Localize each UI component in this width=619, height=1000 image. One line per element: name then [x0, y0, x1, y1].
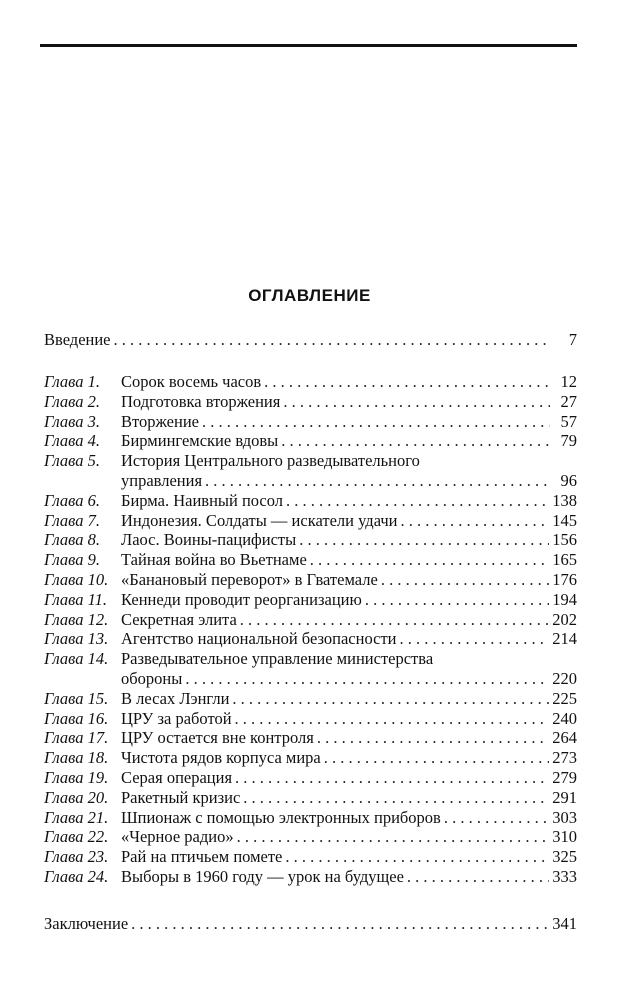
chapter-number: 12.	[87, 609, 109, 629]
leader-dots	[400, 511, 549, 531]
toc-entry-chapter[interactable]	[44, 570, 577, 590]
toc-entry-text: История Центрального разведывательного	[121, 451, 420, 471]
toc-entry-page: 202	[552, 609, 577, 629]
leader-dots	[286, 491, 549, 511]
toc-entry-text: Подготовка вторжения	[121, 391, 281, 411]
toc-entry-text: Лаос. Воины-пацифисты	[121, 530, 297, 550]
chapter-number: 21.	[87, 807, 109, 827]
toc-entry-chapter[interactable]	[44, 788, 577, 808]
chapter-label-word: Глава	[44, 550, 84, 570]
leader-dots	[324, 748, 550, 768]
chapter-label-word: Глава	[44, 372, 84, 391]
chapter-label-word: Глава	[44, 787, 84, 807]
leader-dots	[407, 867, 549, 887]
leader-dots	[185, 669, 549, 689]
toc-entry-chapter[interactable]	[44, 372, 577, 392]
leader-dots	[365, 590, 549, 610]
chapter-label-word: Глава	[44, 728, 84, 748]
toc-entry-page: 12	[560, 372, 577, 391]
chapter-label-word: Глава	[44, 688, 84, 708]
leader-dots	[114, 330, 550, 350]
chapter-number: 1.	[87, 372, 100, 391]
chapter-label-word: Глава	[44, 827, 84, 847]
toc-conclusion	[44, 914, 577, 934]
toc-entry-page: 279	[552, 767, 577, 787]
toc-entry-text-continued: управления	[121, 470, 203, 490]
chapter-label	[44, 728, 121, 748]
leader-dots	[235, 768, 549, 788]
chapter-label-word: Глава	[44, 609, 84, 629]
chapter-label	[44, 530, 121, 550]
chapter-number: 24.	[87, 866, 109, 886]
toc-entry-text: Ракетный кризис	[121, 787, 241, 807]
chapter-label	[44, 590, 121, 610]
chapter-label	[44, 748, 121, 768]
chapter-label-word: Глава	[44, 490, 84, 510]
leader-dots	[240, 610, 549, 630]
toc-entry-chapter[interactable]	[44, 827, 577, 847]
toc-entry-text: Чистота рядов корпуса мира	[121, 748, 321, 768]
chapter-label-word: Глава	[44, 589, 84, 609]
chapter-number: 3.	[87, 411, 100, 431]
toc-entry-page: 27	[560, 391, 577, 411]
chapter-number: 5.	[87, 451, 100, 471]
chapter-number: 14.	[87, 649, 109, 669]
toc-entry-text: Разведывательное управление министерства	[121, 649, 434, 669]
toc-entry-text-continued: обороны	[121, 668, 183, 688]
chapter-label	[44, 808, 121, 828]
toc-entry-chapter[interactable]	[44, 451, 577, 491]
chapter-label	[44, 867, 121, 887]
toc-entry-page: 240	[552, 708, 577, 728]
toc-entry-page: 57	[560, 411, 577, 431]
leader-dots	[232, 689, 549, 709]
leader-dots	[243, 788, 549, 808]
chapter-label	[44, 610, 121, 630]
chapter-label-word: Глава	[44, 629, 84, 649]
toc-entry-text: Вторжение	[121, 411, 199, 431]
chapter-label-word: Глава	[44, 411, 84, 431]
toc-entry-chapter[interactable]	[44, 590, 577, 610]
chapter-label	[44, 372, 121, 392]
toc-entry-page: 264	[552, 728, 577, 748]
chapter-label	[44, 511, 121, 531]
leader-dots	[202, 412, 550, 432]
toc-entry-page: 7	[568, 330, 577, 349]
chapter-label	[44, 788, 121, 808]
leader-dots	[310, 550, 549, 570]
chapter-label-word: Глава	[44, 807, 84, 827]
toc-entry-chapter[interactable]	[44, 530, 577, 550]
toc-entry-text: Бирма. Наивный посол	[121, 490, 284, 510]
page-title: ОГЛАВЛЕНИЕ	[248, 286, 371, 305]
chapter-number: 4.	[87, 431, 100, 451]
chapter-number: 19.	[87, 767, 109, 787]
leader-dots	[399, 629, 549, 649]
chapter-label-word: Глава	[44, 431, 84, 451]
leader-dots	[299, 530, 549, 550]
toc-entry-page: 96	[560, 470, 577, 490]
toc-entry-chapter[interactable]	[44, 748, 577, 768]
leader-dots	[317, 728, 549, 748]
toc-entry-chapter[interactable]	[44, 392, 577, 412]
chapter-label	[44, 689, 121, 709]
toc-entry-chapter[interactable]	[44, 768, 577, 788]
toc-entry-text: Заключение	[44, 914, 129, 933]
chapter-label	[44, 392, 121, 412]
chapter-label	[44, 412, 121, 432]
chapter-label	[44, 827, 121, 847]
toc-entry-chapter[interactable]	[44, 610, 577, 630]
toc-entry-text: Рай на птичьем помете	[121, 847, 283, 867]
toc-entry-page: 303	[552, 807, 577, 827]
toc-entry-chapter[interactable]	[44, 431, 577, 451]
chapter-label	[44, 451, 121, 471]
toc-entry-text: ЦРУ за работой	[121, 708, 232, 728]
toc-entry-page: 156	[552, 530, 577, 550]
leader-dots	[237, 827, 550, 847]
toc-entry-chapter[interactable]	[44, 867, 577, 887]
toc-entry-chapter[interactable]	[44, 847, 577, 867]
toc-entry-text: Агентство национальной безопасности	[121, 629, 397, 649]
toc-entry-chapter[interactable]	[44, 511, 577, 531]
toc-entry-page: 225	[552, 688, 577, 708]
toc-entry-page: 273	[552, 748, 577, 768]
chapter-label	[44, 570, 121, 590]
chapter-label	[44, 847, 121, 867]
chapter-label-word: Глава	[44, 847, 84, 867]
chapter-number: 22.	[87, 827, 109, 847]
chapter-label	[44, 629, 121, 649]
leader-dots	[283, 392, 550, 412]
toc-entry-chapter[interactable]	[44, 491, 577, 511]
chapter-label-word: Глава	[44, 510, 84, 530]
toc-entry-chapter[interactable]	[44, 728, 577, 748]
toc-entry-chapter[interactable]	[44, 629, 577, 649]
toc-entry-chapter[interactable]	[44, 550, 577, 570]
toc-entry-page: 341	[552, 914, 577, 933]
chapter-number: 18.	[87, 748, 109, 768]
toc-entry-text: Введение	[44, 330, 111, 349]
chapter-label	[44, 550, 121, 570]
toc-entry-text: «Банановый переворот» в Гватемале	[121, 569, 378, 589]
toc-entry-text: Серая операция	[121, 767, 233, 787]
leader-dots	[264, 372, 550, 392]
toc-entry-chapter[interactable]	[44, 709, 577, 729]
chapter-number: 9.	[87, 550, 100, 570]
toc-entry-page: 310	[552, 827, 577, 847]
chapter-number: 13.	[87, 629, 109, 649]
toc-entry-page: 194	[552, 589, 577, 609]
chapter-label	[44, 431, 121, 451]
toc-entry-page: 79	[560, 431, 577, 451]
toc-chapters-list	[44, 372, 577, 887]
toc-entry-text: Бирмингемские вдовы	[121, 431, 279, 451]
leader-dots	[281, 431, 550, 451]
chapter-label	[44, 491, 121, 511]
chapter-label-word: Глава	[44, 451, 84, 471]
chapter-label-word: Глава	[44, 767, 84, 787]
chapter-number: 20.	[87, 787, 109, 807]
chapter-label-word: Глава	[44, 748, 84, 768]
toc-entry-text: Индонезия. Солдаты — искатели удачи	[121, 510, 398, 530]
leader-dots	[235, 709, 550, 729]
leader-dots	[205, 471, 550, 491]
chapter-number: 11.	[87, 589, 107, 609]
chapter-label-word: Глава	[44, 391, 84, 411]
toc-entry-text: Тайная война во Вьетнаме	[121, 550, 307, 570]
chapter-number: 17.	[87, 728, 109, 748]
toc-entry-text: «Черное радио»	[121, 827, 234, 847]
toc-entry-text: Секретная элита	[121, 609, 237, 629]
leader-dots	[285, 847, 549, 867]
top-rule	[40, 44, 577, 47]
toc-entry-text: Кеннеди проводит реорганизацию	[121, 589, 362, 609]
chapter-label	[44, 768, 121, 788]
toc-entry-page: 220	[552, 668, 577, 688]
chapter-number: 8.	[87, 530, 100, 550]
leader-dots	[381, 570, 549, 590]
chapter-number: 7.	[87, 510, 100, 530]
chapter-label	[44, 709, 121, 729]
toc-entry-conclusion[interactable]	[44, 914, 577, 934]
toc-entry-text: ЦРУ остается вне контроля	[121, 728, 314, 748]
chapter-number: 6.	[87, 490, 100, 510]
toc-entry-intro[interactable]	[44, 330, 577, 350]
chapter-label-word: Глава	[44, 866, 84, 886]
toc-entry-text: Шпионаж с помощью электронных приборов	[121, 807, 441, 827]
chapter-label-word: Глава	[44, 530, 84, 550]
chapter-number: 2.	[87, 391, 100, 411]
chapter-number: 10.	[87, 569, 109, 589]
toc-entry-chapter[interactable]	[44, 649, 577, 689]
chapter-label-word: Глава	[44, 569, 84, 589]
toc-entry-text: В лесах Лэнгли	[121, 688, 230, 708]
chapter-number: 16.	[87, 708, 109, 728]
toc-entry-text: Выборы в 1960 году — урок на будущее	[121, 866, 404, 886]
toc-entry-page: 165	[552, 550, 577, 570]
toc-entry-chapter[interactable]	[44, 808, 577, 828]
chapter-number: 15.	[87, 688, 109, 708]
toc-intro	[44, 330, 577, 350]
toc-entry-page: 291	[552, 787, 577, 807]
toc-entry-page: 176	[552, 569, 577, 589]
chapter-number: 23.	[87, 847, 109, 867]
toc-entry-text: Сорок восемь часов	[121, 372, 262, 391]
toc-entry-page: 138	[552, 490, 577, 510]
toc-entry-page: 145	[552, 510, 577, 530]
leader-dots	[131, 914, 549, 934]
toc-entry-chapter[interactable]	[44, 689, 577, 709]
chapter-label-word: Глава	[44, 649, 84, 669]
leader-dots	[444, 808, 549, 828]
chapter-label-word: Глава	[44, 708, 84, 728]
toc-entry-page: 325	[552, 847, 577, 867]
chapter-label	[44, 649, 121, 669]
toc-entry-chapter[interactable]	[44, 412, 577, 432]
toc-entry-page: 214	[552, 629, 577, 649]
toc-entry-page: 333	[552, 866, 577, 886]
